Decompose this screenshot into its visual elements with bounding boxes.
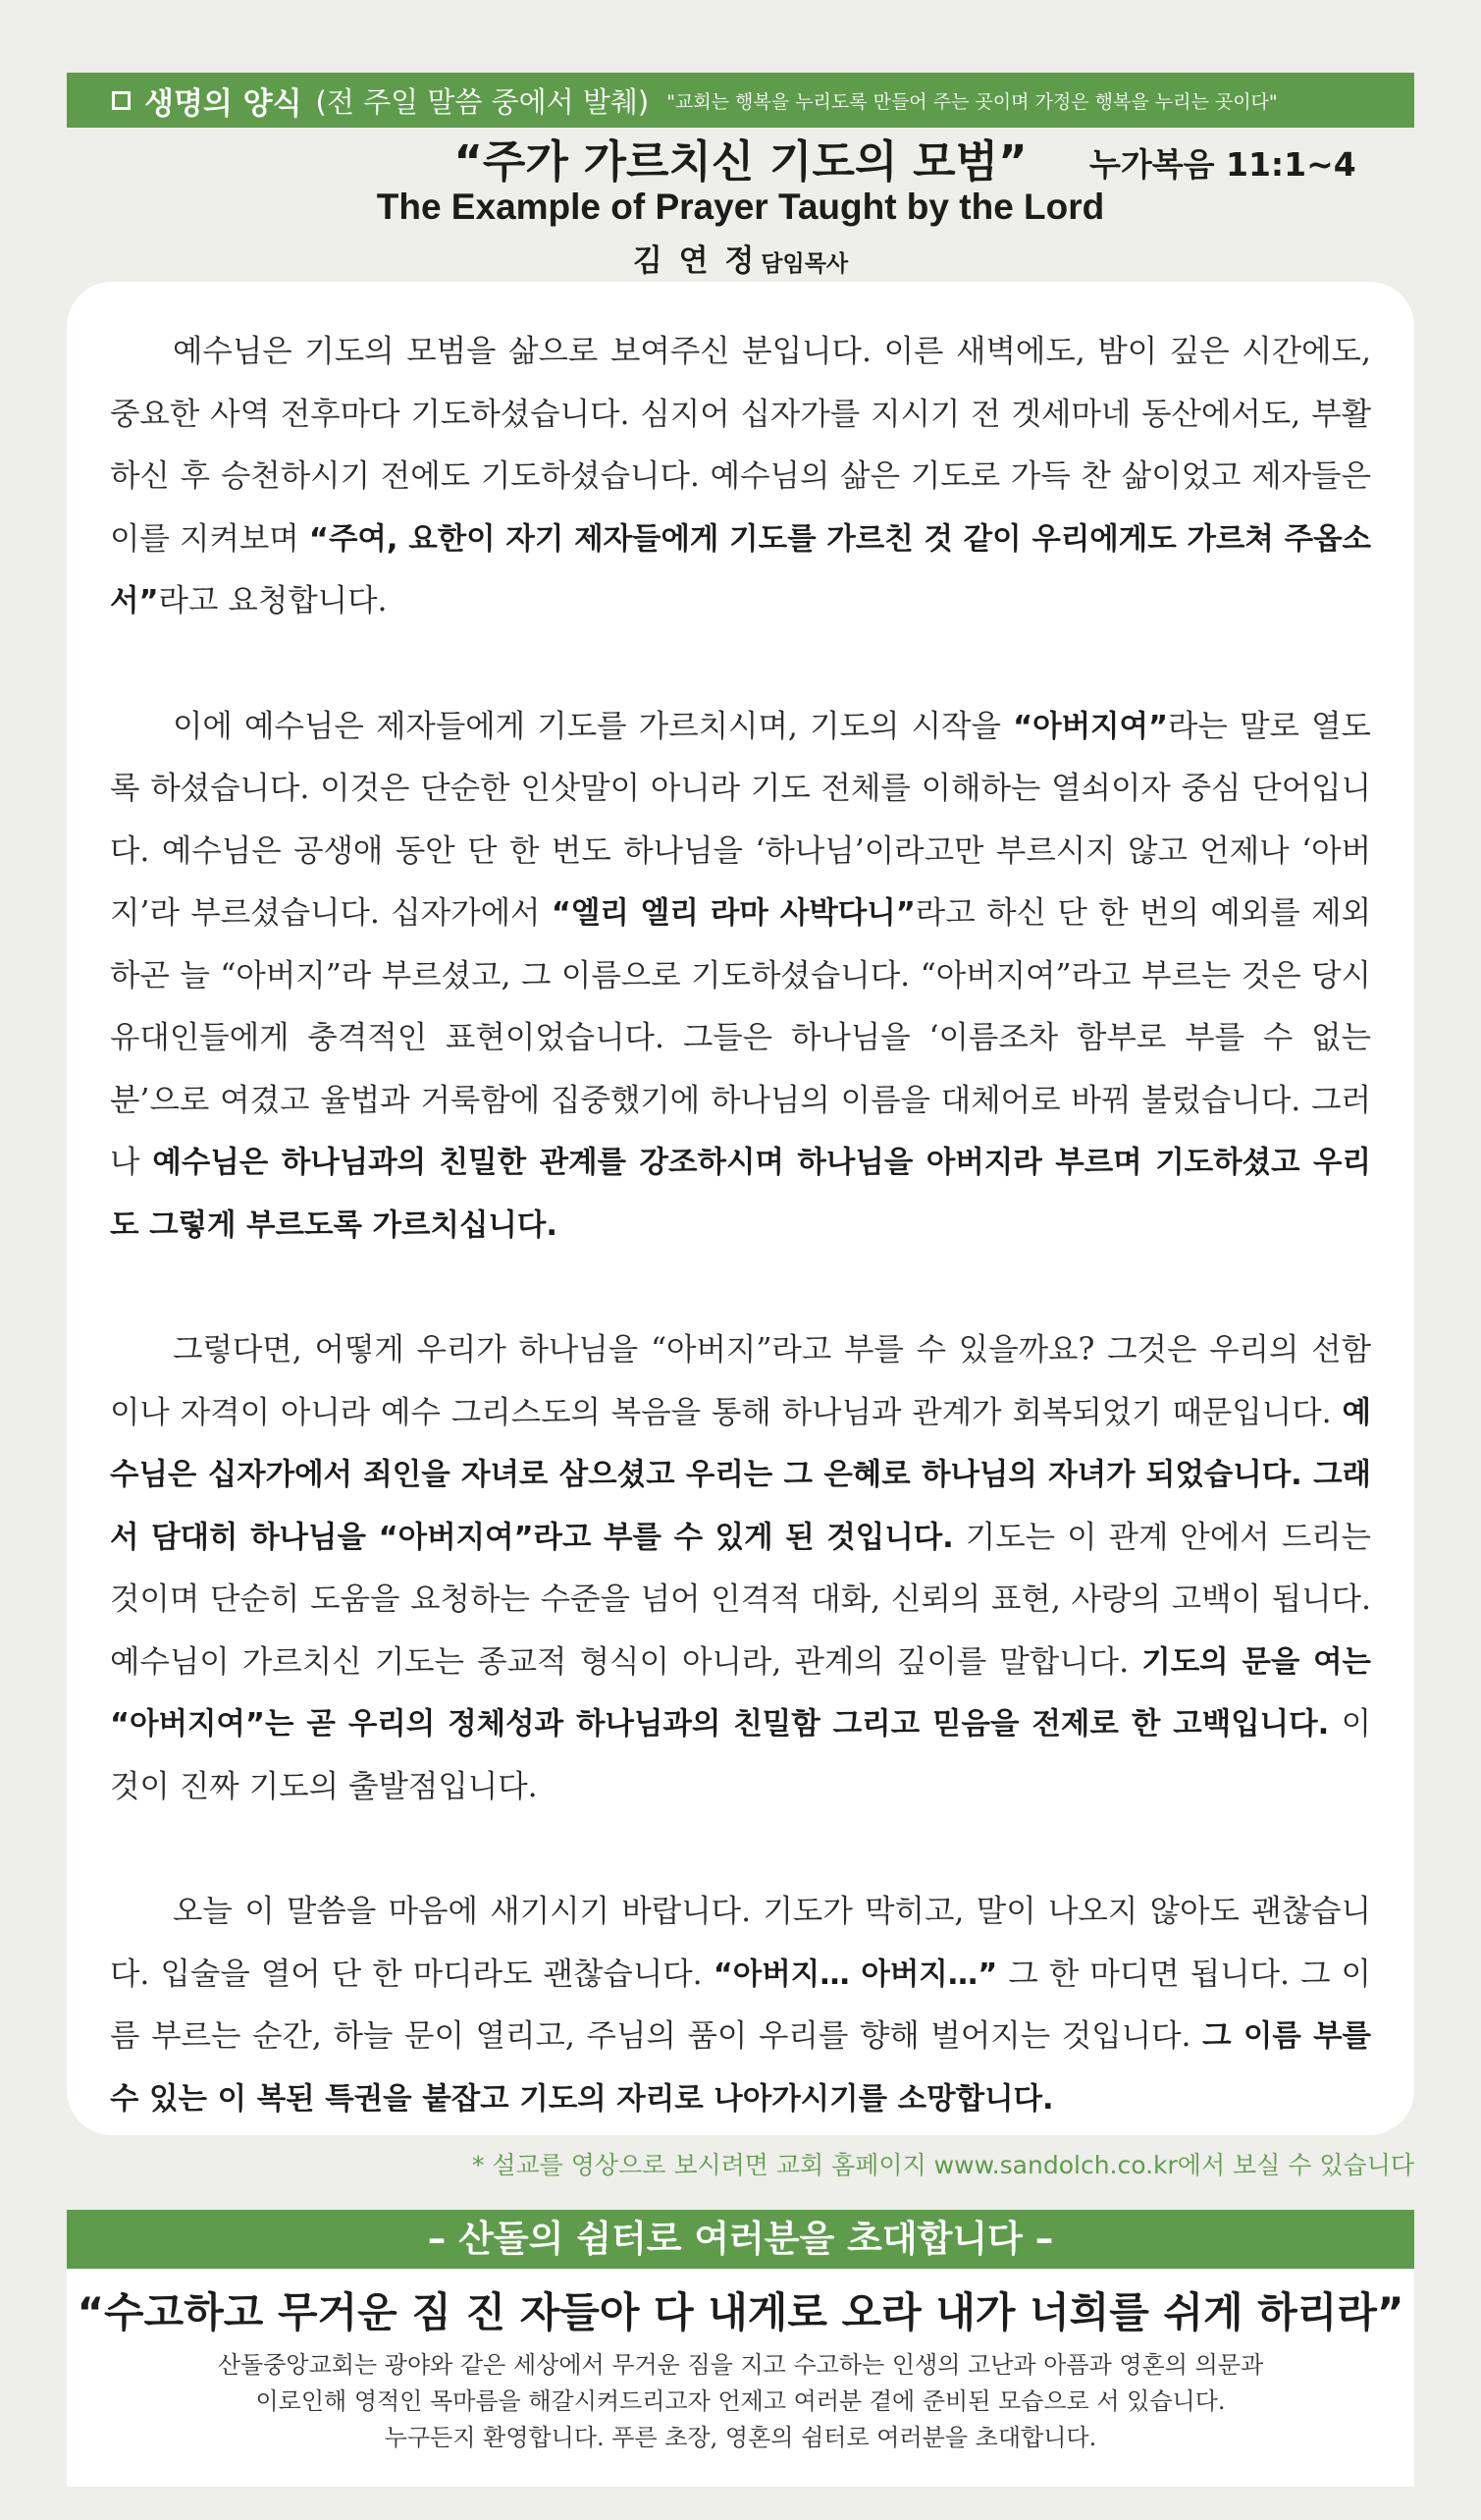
paragraph-2 bbox=[110, 696, 1371, 1258]
p1-text-1: 예수님은 기도의 모범을 삶으로 보여주신 분입니다. 이른 새벽에도, 밤이 깊은 시간에도, 중요한 사역 전후마다 기도하셨습니다. 심지어 십자가를 지시기 전 겟세마네 동산에서도, 부활하신 후 승천하시기 전에도 기도하셨습니다. 예수님의 삶은 기도로 가득 찬 삶이었고 제자들은 이를 지켜보며 bbox=[110, 334, 1371, 557]
sermon-title: “주가 가르치신 기도의 모범” bbox=[453, 135, 1028, 188]
p3-text-3: 이것이 진짜 기도의 출발점입니다. bbox=[110, 1706, 1371, 1804]
invitation-text bbox=[67, 2347, 1414, 2456]
scripture-reference: 누가복음 11:1~4 bbox=[1089, 145, 1356, 184]
paragraph-4 bbox=[110, 1881, 1371, 2130]
p2-text-1: 이에 예수님은 제자들에게 기도를 가르치시며, 기도의 시작을 bbox=[173, 708, 1014, 744]
section-header-bar bbox=[67, 73, 1414, 128]
video-footnote: * 설교를 영상으로 보시려면 교회 홈페이지 www.sandolch.co.kr에서 보실 수 있습니다 bbox=[471, 2151, 1414, 2179]
p2-bold-3: 예수님은 하나님과의 친밀한 관계를 강조하시며 하나님을 아버지라 부르며 기도하셨고 우리도 그렇게 부르도록 가르치십니다. bbox=[110, 1146, 1371, 1243]
p4-bold-1: “아버지… 아버지…” bbox=[713, 1957, 998, 1992]
invitation-line-1: 산돌중앙교회는 광야와 같은 세상에서 무거운 짐을 지고 수고하는 인생의 고난과 아픔과 영혼의 의문과 bbox=[217, 2351, 1264, 2379]
p3-bold-2: 기도의 문을 여는 “아버지여”는 곧 우리의 정체성과 하나님과의 친밀함 그리고 믿음을 전제로 한 고백입니다. bbox=[110, 1644, 1372, 1742]
p3-text-2: 기도는 이 관계 안에서 드리는 것이며 단순히 도움을 요청하는 수준을 넘어 인격적 대화, 신뢰의 표현, 사랑의 고백이 됩니다. 예수님이 가르치신 기도는 종교적 형식이 아니라, 관계의 깊이를 말합니다. bbox=[110, 1519, 1371, 1680]
section-title: 생명의 양식 bbox=[144, 85, 302, 122]
p1-bold-1: “주여, 요한이 자기 제자들에게 기도를 가르친 것 같이 우리에게도 가르쳐 주옵소서” bbox=[110, 521, 1371, 618]
section-subtitle: (전 주일 말씀 중에서 발췌) bbox=[315, 84, 650, 119]
p4-text-2: 그 한 마디면 됩니다. 그 이름 부르는 순간, 하늘 문이 열리고, 주님의 품이 우리를 향해 벌어지는 것입니다. bbox=[110, 1956, 1371, 2054]
square-outline-icon bbox=[112, 91, 131, 110]
sermon-title-english: The Example of Prayer Taught by the Lord bbox=[376, 187, 1105, 227]
p4-text-1: 오늘 이 말씀을 마음에 새기시기 바랍니다. 기도가 막히고, 말이 나오지 않아도 괜찮습니다. 입술을 열어 단 한 마디라도 괜찮습니다. bbox=[110, 1894, 1371, 1992]
p1-text-2: 라고 요청합니다. bbox=[158, 583, 388, 618]
invitation-quote: “수고하고 무거운 짐 진 자들아 다 내게로 오라 내가 너희를 쉬게 하리라” bbox=[77, 2288, 1404, 2336]
paragraph-1 bbox=[110, 321, 1371, 633]
church-motto: "교회는 행복을 누리도록 만들어 주는 곳이며 가정은 행복을 누리는 곳이다" bbox=[666, 90, 1278, 113]
preacher-name: 김 연 정 bbox=[632, 243, 758, 279]
p3-bold-1: 예수님은 십자가에서 죄인을 자녀로 삼으셨고 우리는 그 은혜로 하나님의 자녀가 되었습니다. 그래서 담대히 하나님을 “아버지여”라고 부를 수 있게 된 것입니다. bbox=[110, 1395, 1371, 1555]
p2-text-2: 라는 말로 열도록 하셨습니다. 이것은 단순한 인삿말이 아니라 기도 전체를 이해하는 열쇠이자 중심 단어입니다. 예수님은 공생애 동안 단 한 번도 하나님을 ‘하나님’이라고만 부르시지 않고 언제나 ‘아버지’라 부르셨습니다. 십자가에서 bbox=[110, 708, 1371, 931]
p2-text-3: 라고 하신 단 한 번의 예외를 제외하곤 늘 “아버지”라 부르셨고, 그 이름으로 기도하셨습니다. “아버지여”라고 부르는 것은 당시 유대인들에게 충격적인 표현이었습니다. 그들은 하나님을 ‘이름조차 함부로 부를 수 없는 분’으로 여겼고 율법과 거룩함에 집중했기에 하나님의 이름을 대체어로 바꿔 불렀습니다. 그러나 bbox=[110, 895, 1371, 1180]
p2-bold-1: “아버지여” bbox=[1013, 709, 1169, 744]
invitation-box bbox=[67, 2269, 1414, 2487]
invitation-banner: – 산돌의 쉼터로 여러분을 초대합니다 – bbox=[67, 2210, 1414, 2269]
paragraph-3 bbox=[110, 1319, 1371, 1818]
preacher-role: 담임목사 bbox=[761, 251, 849, 277]
sermon-body-card bbox=[67, 282, 1414, 2135]
bulletin-page bbox=[67, 0, 1414, 2520]
invitation-line-3: 누구든지 환영합니다. 푸른 초장, 영혼의 쉼터로 여러분을 초대합니다. bbox=[384, 2424, 1097, 2451]
preacher bbox=[67, 236, 1414, 280]
invitation-line-2: 이로인해 영적인 목마름을 해갈시켜드리고자 언제고 여러분 곁에 준비된 모습으로 서 있습니다. bbox=[255, 2387, 1226, 2415]
p3-text-1: 그렇다면, 어떻게 우리가 하나님을 “아버지”라고 부를 수 있을까요? 그것은 우리의 선함이나 자격이 아니라 예수 그리스도의 복음을 통해 하나님과 관계가 회복되었기 때문입니다. bbox=[110, 1332, 1371, 1430]
p2-bold-2: “엘리 엘리 라마 사박다니” bbox=[551, 896, 916, 931]
p4-bold-2: 그 이름 부를 수 있는 이 복된 특권을 붙잡고 기도의 자리로 나아가시기를 소망합니다. bbox=[110, 2019, 1372, 2117]
